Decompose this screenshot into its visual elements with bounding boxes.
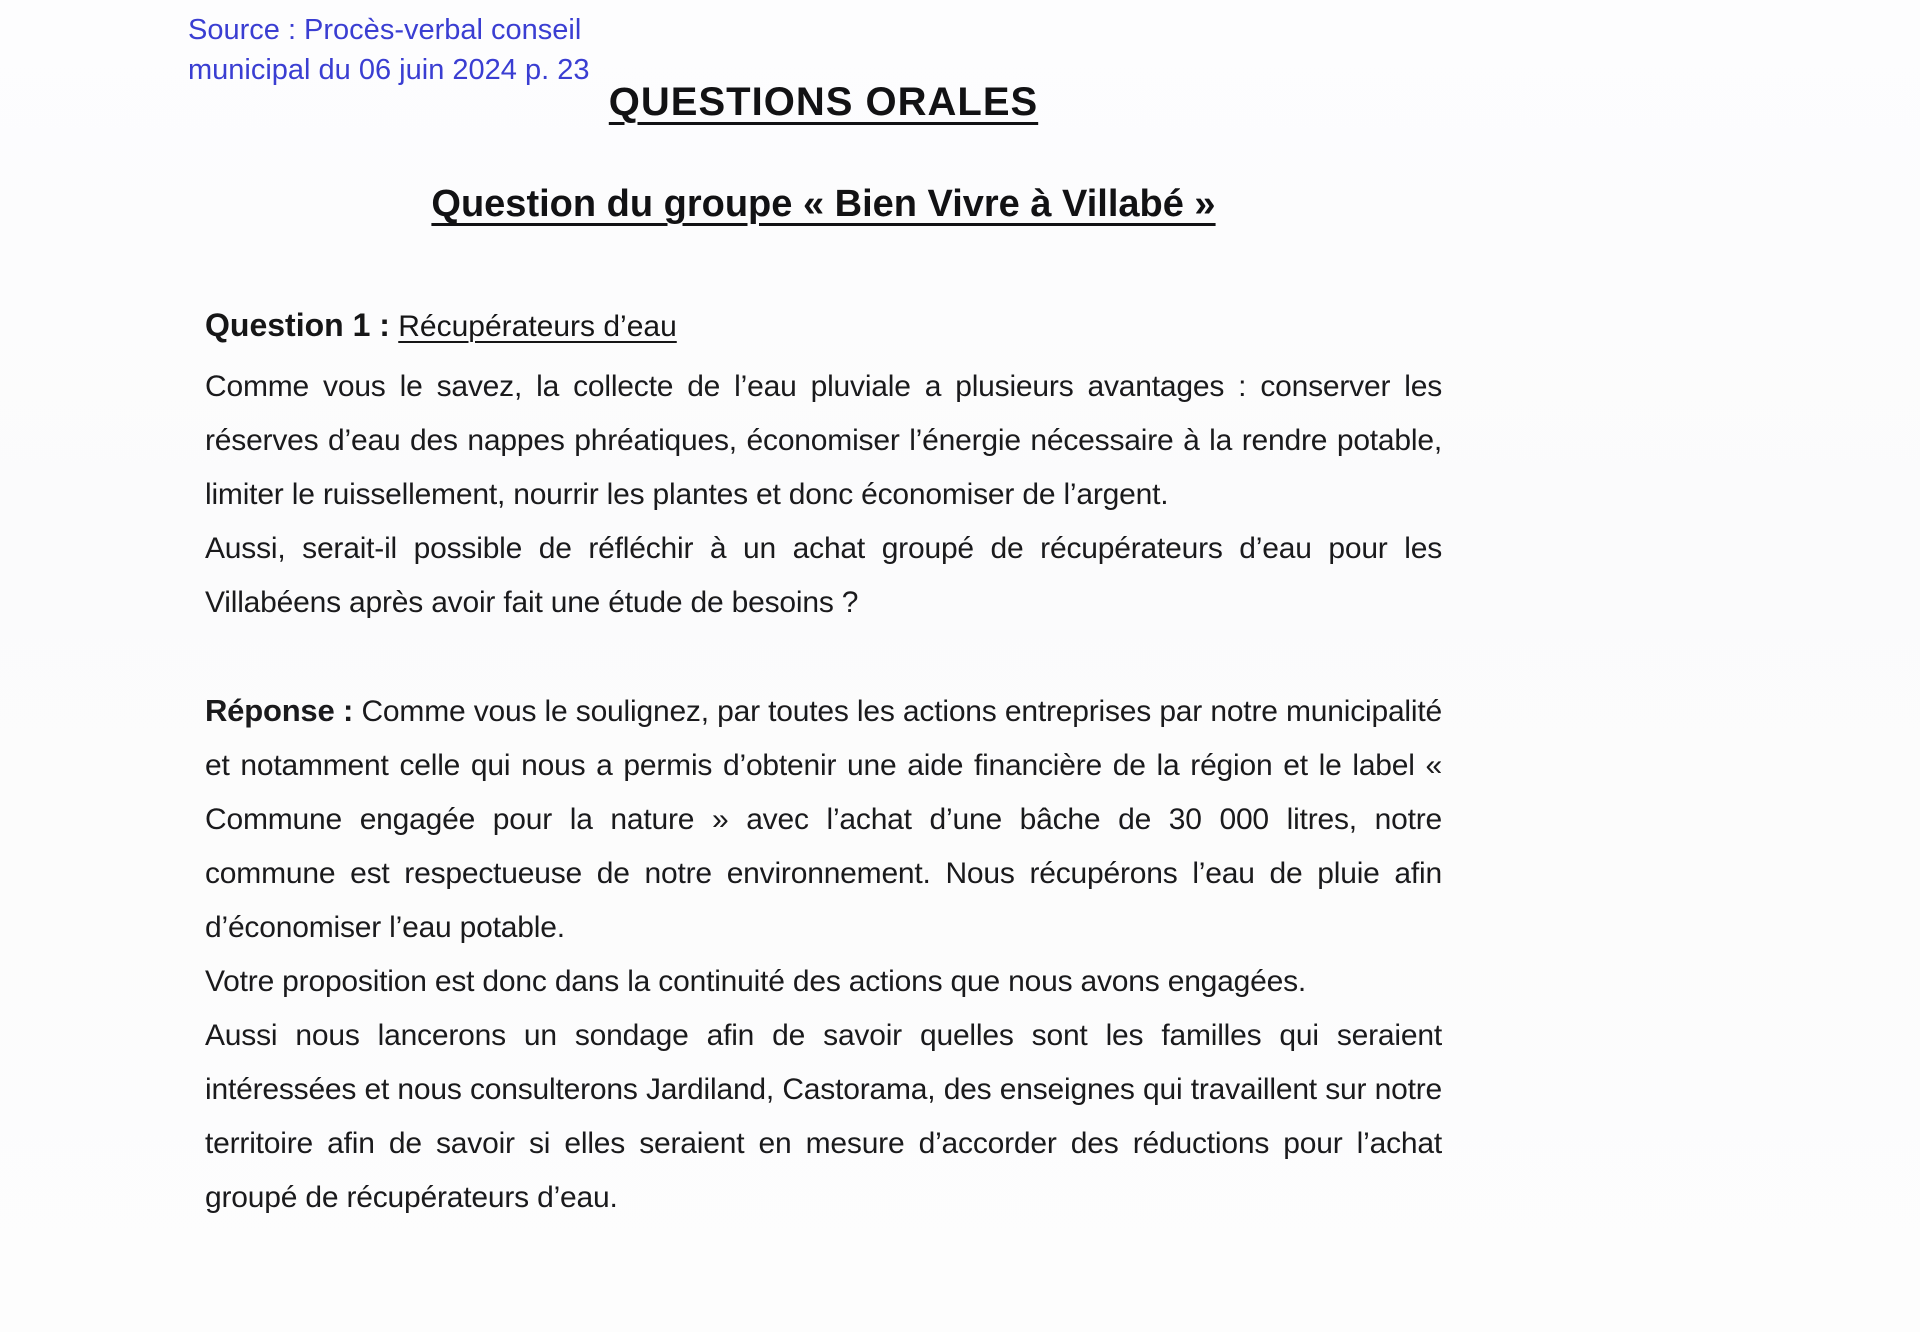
question-paragraph-2: Aussi, serait-il possible de réfléchir à un achat groupé de récupérateurs d’eau pour les Villabéens après avoir fait une étude de besoins ? xyxy=(205,532,1442,619)
question-label: Question 1 : xyxy=(205,307,390,343)
answer-paragraph-2: Votre proposition est donc dans la continuité des actions que nous avons engagées. xyxy=(205,965,1307,998)
source-annotation-line-1: Source : Procès-verbal conseil xyxy=(188,14,582,46)
document-title-row xyxy=(205,80,1442,125)
source-annotation xyxy=(188,10,589,90)
group-question-heading-row xyxy=(205,183,1442,226)
question-heading-line xyxy=(205,298,1442,354)
answer-section xyxy=(205,684,1442,1225)
answer-paragraph-3: Aussi nous lancerons un sondage afin de savoir quelles sont les familles qui seraient intéressées et nous consulterons Jardiland, Castorama, des enseignes qui travaillent sur notre territoire afin de savoir si elles seraient en mesure d’accorder des réductions pour l’achat groupé de récupérateurs d’eau. xyxy=(205,1019,1442,1214)
document-content xyxy=(205,80,1442,1225)
question-section xyxy=(205,298,1442,630)
answer-label: Réponse : xyxy=(205,693,354,728)
answer-paragraph-1-text: Comme vous le soulignez, par toutes les actions entreprises par notre municipalité et notamment celle qui nous a permis d’obtenir une aide financière de la région et le label « Commune engagée pour la nature » avec l’achat d’une bâche de 30 000 litres, notre commune est respectueuse de notre environnement. Nous récupérons l’eau de pluie afin d’économiser l’eau potable. xyxy=(205,695,1442,944)
group-question-heading: Question du groupe « Bien Vivre à Villabé » xyxy=(431,183,1216,225)
question-title: Récupérateurs d’eau xyxy=(398,310,677,343)
document-title: QUESTIONS ORALES xyxy=(608,80,1039,124)
question-paragraph-1: Comme vous le savez, la collecte de l’eau pluviale a plusieurs avantages : conserver les réserves d’eau des nappes phréatiques, économiser l’énergie nécessaire à la rendre potable, limiter le ruissellement, nourrir les plantes et donc économiser de l’argent. xyxy=(205,370,1442,511)
answer-paragraph-1 xyxy=(205,684,1442,955)
source-annotation-line-2: municipal du 06 juin 2024 p. 23 xyxy=(188,54,590,86)
